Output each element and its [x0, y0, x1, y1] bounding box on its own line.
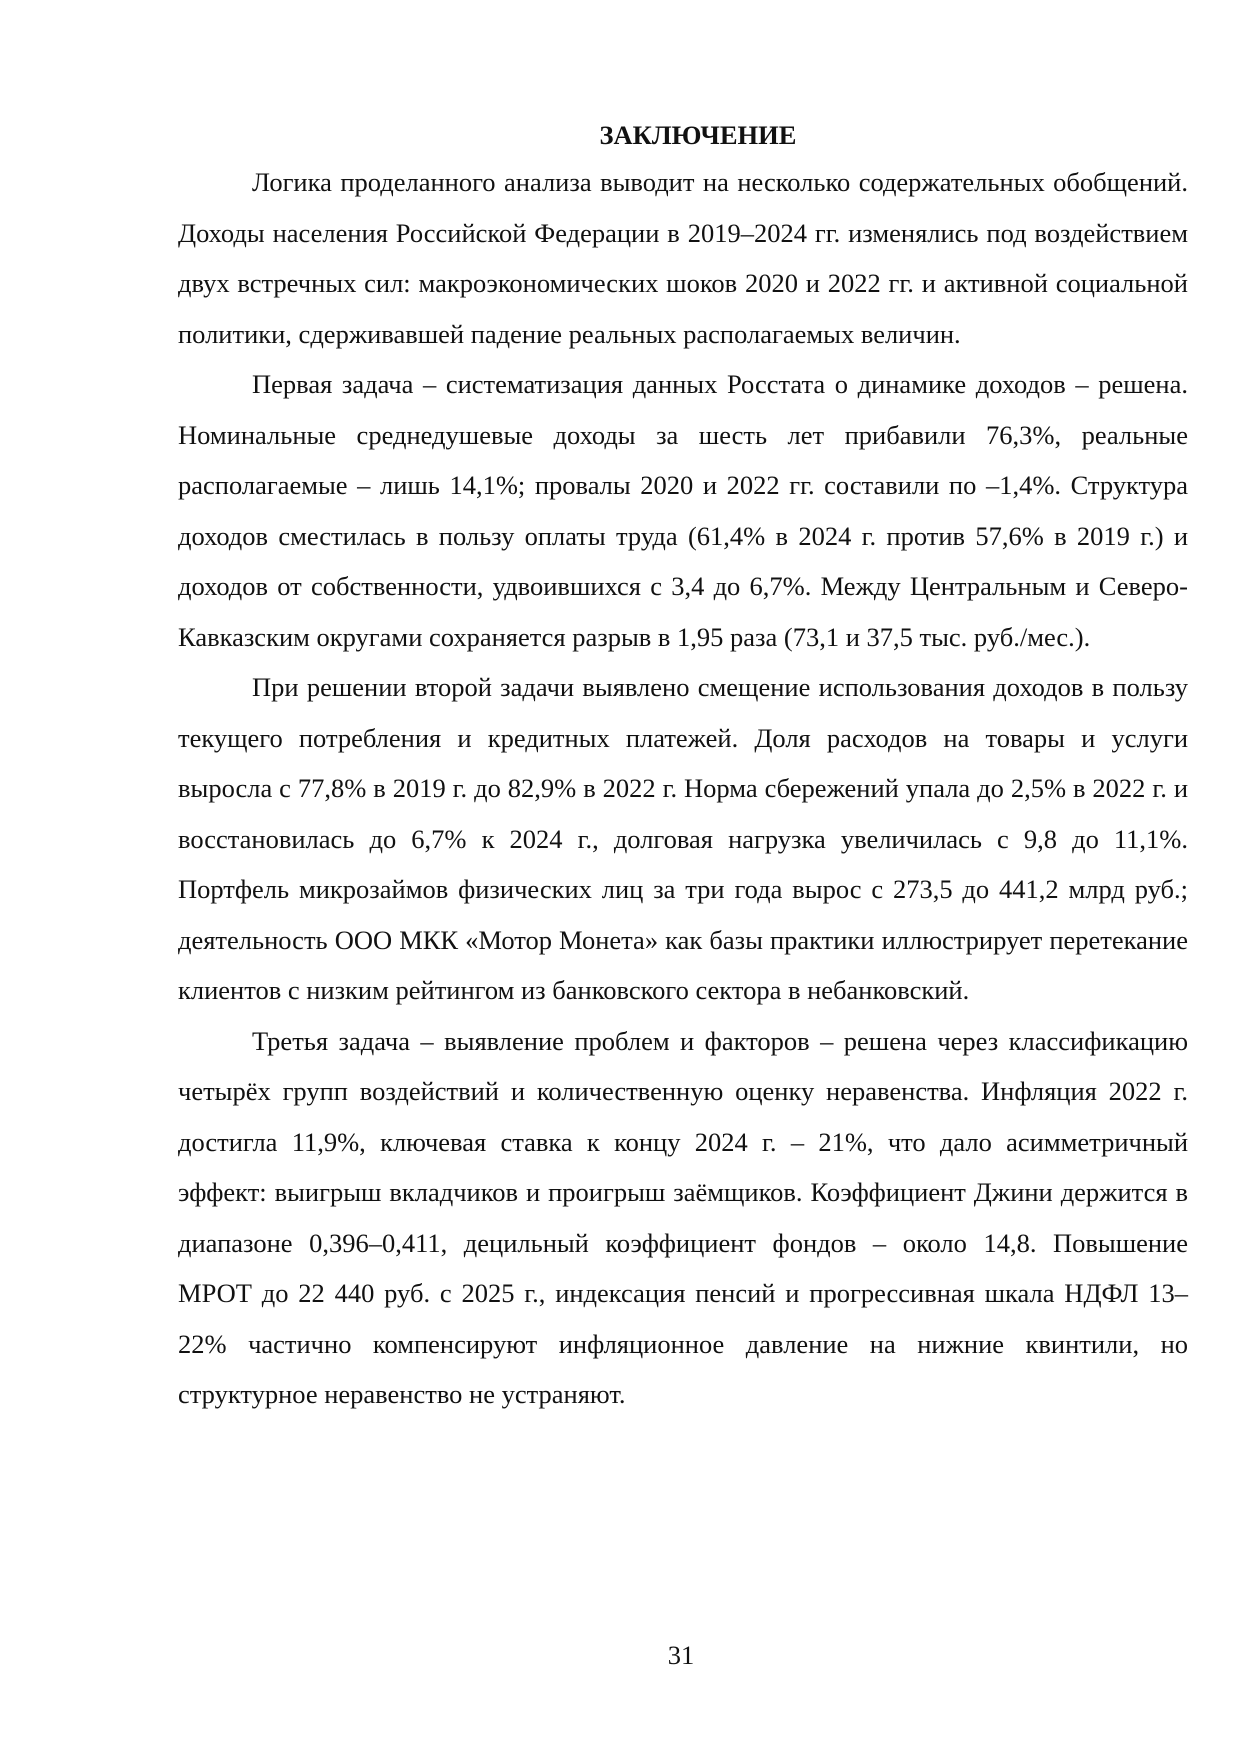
paragraph-intro: Логика проделанного анализа выводит на несколько содержательных обобщений. Доходы населения Российской Федерации в 2019–2024 гг. изменялись под воздействием двух встречных сил: макроэкономических шоков 2020 и 2022 гг. и активной социальной политики, сдерживавшей падение реальных располагаемых величин.: [178, 167, 1188, 349]
page-number: 31: [667, 1640, 695, 1670]
paragraph-task-three: Третья задача – выявление проблем и факторов – решена через классификацию четырёх групп воздействий и количественную оценку неравенства. Инфляция 2022 г. достигла 11,9%, ключевая ставка к концу 2024 г. – 21%, что дало асимметричный эффект: выигрыш вкладчиков и проигрыш заёмщиков. Коэффициент Джини держится в диапазоне 0,396–0,411, децильный коэффициент фондов – около 14,8. Повышение МРОТ до 22 440 руб. с 2025 г., индексация пенсий и прогрессивная шкала НДФЛ 13–22% частично компенсируют инфляционное давление на нижние квинтили, но структурное неравенство не устраняют.: [178, 1025, 1188, 1409]
document-body: [178, 117, 1188, 1420]
paragraph-task-two: При решении второй задачи выявлено смещение использования доходов в пользу текущего потребления и кредитных платежей. Доля расходов на товары и услуги выросла с 77,8% в 2019 г. до 82,9% в 2022 г. Норма сбережений упала до 2,5% в 2022 г. и восстановилась до 6,7% к 2024 г., долговая нагрузка увеличилась с 9,8 до 11,1%. Портфель микрозаймов физических лиц за три года вырос с 273,5 до 441,2 млрд руб.; деятельность ООО МКК «Мотор Монета» как базы практики иллюстрирует перетекание клиентов с низким рейтингом из банковского сектора в небанковский.: [178, 672, 1188, 1005]
paragraph-task-one: Первая задача – систематизация данных Росстата о динамике доходов – решена. Номинальные среднедушевые доходы за шесть лет прибавили 76,3%, реальные располагаемые – лишь 14,1%; провалы 2020 и 2022 гг. составили по –1,4%. Структура доходов сместилась в пользу оплаты труда (61,4% в 2024 г. против 57,6% в 2019 г.) и доходов от собственности, удвоившихся с 3,4 до 6,7%. Между Центральным и Северо-Кавказским округами сохраняется разрыв в 1,95 раза (73,1 и 37,5 тыс. руб./мес.).: [178, 369, 1188, 652]
page-title: ЗАКЛЮЧЕНИЕ: [599, 120, 797, 150]
